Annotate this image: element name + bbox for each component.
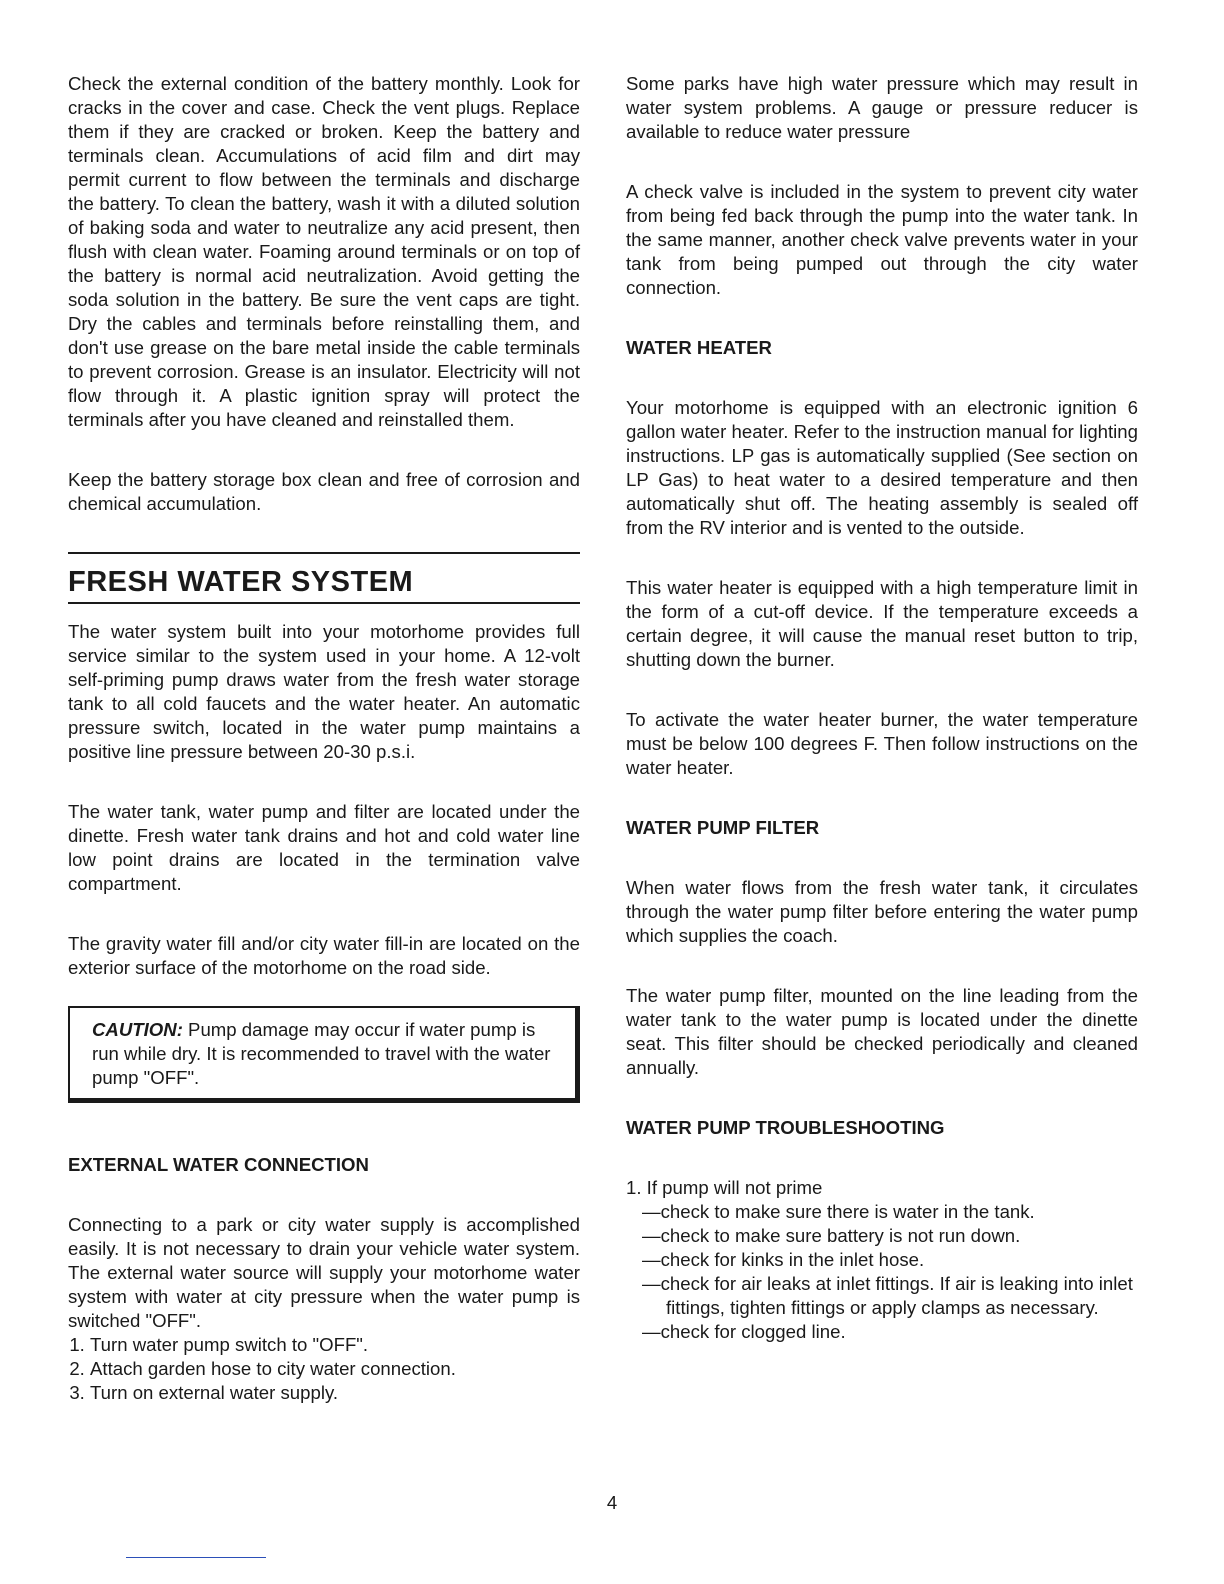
battery-paragraph-2: Keep the battery storage box clean and free of corrosion and chemical accumulation. [68,469,580,514]
list-item: —check for kinks in the inlet hose. [642,1249,925,1270]
pump-filter-heading: WATER PUMP FILTER [626,817,820,838]
external-water-paragraph: Connecting to a park or city water supply is accomplished easily. It is not necessary to drain your vehicle water system. The external water source will supply your motorhome water system with water at city pressure when the water pump is switched "OFF". [68,1214,580,1331]
list-item: —check for air leaks at inlet fittings. If air is leaking into inlet fittings, tighten fittings or apply clamps as necessary. [642,1273,1133,1318]
external-water-steps [68,1333,580,1405]
fresh-water-paragraph-1: The water system built into your motorhome provides full service similar to the system used in your home. A 12-volt self-priming pump draws water from the fresh water storage tank to all cold faucets and the water heater. An automatic pressure switch, located in the water pump maintains a positive line pressure between 20-30 p.s.i. [68,621,580,762]
water-heater-paragraph-3: To activate the water heater burner, the water temperature must be below 100 degrees F. Then follow instructions on the water heater. [626,709,1138,778]
caution-label: CAUTION: [92,1019,183,1040]
water-heater-paragraph-1: Your motorhome is equipped with an electronic ignition 6 gallon water heater. Refer to the instruction manual for lighting instructions. LP gas is automatically supplied (See section on LP Gas) to heat water to a desired temperature and then automatically shut off. The heating assembly is sealed off from the RV interior and is vented to the outside. [626,397,1138,538]
right-column [626,72,1138,1344]
pressure-paragraph: Some parks have high water pressure which may result in water system problems. A gauge or pressure reducer is available to reduce water pressure [626,73,1138,142]
fresh-water-paragraph-3: The gravity water fill and/or city water fill-in are located on the exterior surface of the motorhome on the road side. [68,933,580,978]
page-number: 4 [606,1492,618,1513]
troubleshooting-heading: WATER PUMP TROUBLESHOOTING [626,1117,945,1138]
caution-text: Pump damage may occur if water pump is run while dry. It is recommended to travel with the water pump "OFF". [92,1019,551,1088]
list-item: 1. Turn water pump switch to "OFF". [90,1333,580,1357]
water-heater-heading: WATER HEATER [626,337,772,358]
pump-filter-paragraph-2: The water pump filter, mounted on the line leading from the water tank to the water pump is located under the dinette seat. This filter should be checked periodically and cleaned annually. [626,985,1138,1078]
footer-rule [126,1557,266,1558]
external-water-heading: EXTERNAL WATER CONNECTION [68,1154,369,1175]
list-item: —check to make sure battery is not run down. [642,1225,1021,1246]
list-item: —check for clogged line. [642,1321,846,1342]
list-item: —check to make sure there is water in the tank. [642,1201,1035,1222]
list-item: 2. Attach garden hose to city water connection. [90,1357,580,1381]
water-heater-paragraph-2: This water heater is equipped with a high temperature limit in the form of a cut-off device. If the temperature exceeds a certain degree, it will cause the manual reset button to trip, shutting down the burner. [626,577,1138,670]
left-column [68,72,580,1405]
caution-box [68,1006,580,1103]
battery-paragraph-1: Check the external condition of the battery monthly. Look for cracks in the cover and case. Check the vent plugs. Replace them if they are cracked or broken. Keep the battery and terminals clean. Accumulations of acid film and dirt may permit current to flow between the terminals and discharge the battery. To clean the battery, wash it with a diluted solution of baking soda and water to neutralize any acid present, then flush with clean water. Foaming around terminals or on top of the battery is normal acid neutralization. Avoid getting the soda solution in the battery. Be sure the vent caps are tight. Dry the cables and terminals before reinstalling them, and don't use grease on the bare metal inside the cable terminals to prevent corrosion. Grease is an insulator. Electricity will not flow through it. A plastic ignition spray will protect the terminals after you have cleaned and reinstalled them. [68,73,580,430]
troubleshooting-list [626,1176,1138,1344]
fresh-water-paragraph-2: The water tank, water pump and filter are located under the dinette. Fresh water tank drains and hot and cold water line low point drains are located in the termination valve compartment. [68,801,580,894]
section-title: FRESH WATER SYSTEM [68,552,580,604]
list-item: 3. Turn on external water supply. [90,1381,580,1405]
check-valve-paragraph: A check valve is included in the system to prevent city water from being fed back through the pump into the water tank. In the same manner, another check valve prevents water in your tank from being pumped out through the city water connection. [626,181,1138,298]
pump-filter-paragraph-1: When water flows from the fresh water tank, it circulates through the water pump filter before entering the water pump which supplies the coach. [626,877,1138,946]
troubleshooting-item: 1. If pump will not prime [626,1177,823,1198]
